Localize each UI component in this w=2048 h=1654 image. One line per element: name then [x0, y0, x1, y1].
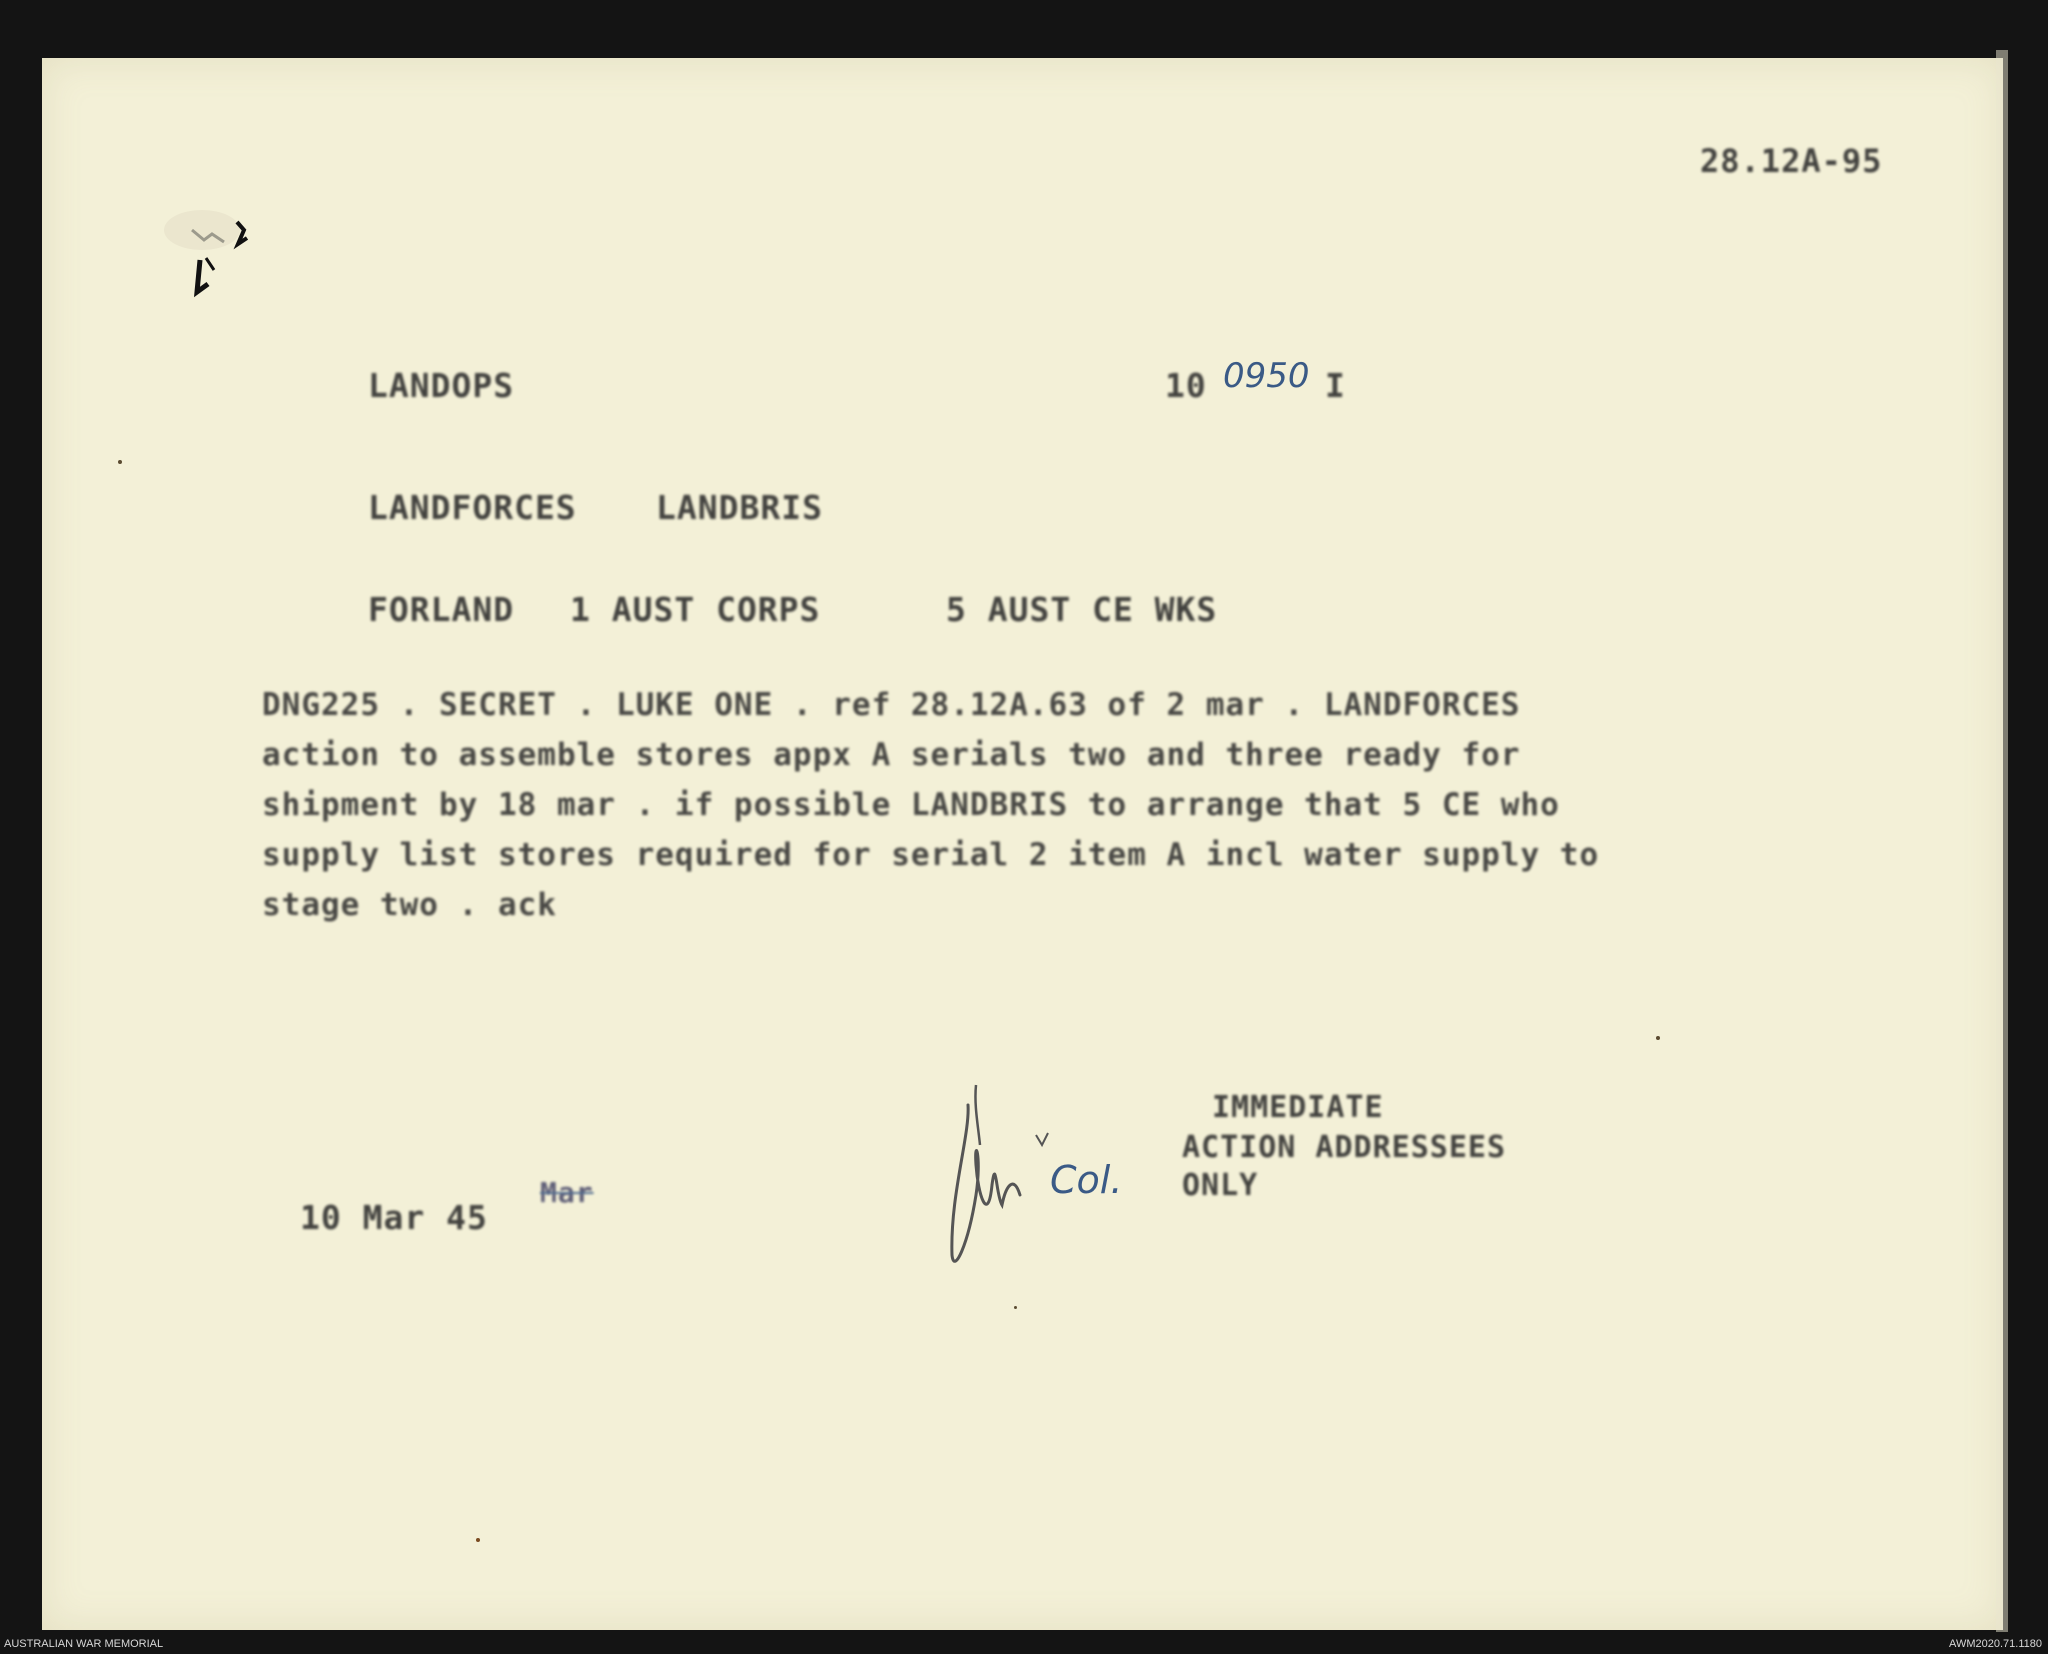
paper-speck [118, 460, 122, 464]
addressee-forland: FORLAND [368, 590, 515, 629]
action-only-label: ONLY [1182, 1168, 1259, 1203]
body-line: supply list stores required for serial 2 item A incl water supply to [262, 837, 1600, 873]
body-line: stage two . ack [262, 887, 557, 923]
archive-credit: AUSTRALIAN WAR MEMORIAL [4, 1638, 164, 1650]
precedence-immediate: IMMEDIATE [1212, 1090, 1384, 1125]
paper-speck [1014, 1306, 1017, 1309]
dtg-day: 10 [1165, 366, 1207, 405]
typed-date-block [300, 1176, 640, 1248]
archive-reference: AWM2020.71.1180 [1949, 1638, 2042, 1650]
staple-mark-icon [152, 200, 272, 310]
body-line: action to assemble stores appx A serials two and three ready for [262, 737, 1521, 773]
reference-number: 28.12A-95 [1700, 142, 1883, 180]
paper-edge [1996, 50, 2008, 1632]
struck-month: Mar [540, 1176, 594, 1209]
action-addressees-label: ACTION ADDRESSEES [1182, 1130, 1507, 1165]
typed-date: 10 Mar 45 [300, 1198, 488, 1237]
addressee-landforces: LANDFORCES [368, 488, 577, 527]
dtg-zone: I [1325, 366, 1346, 405]
addressee-landbris: LANDBRIS [656, 488, 823, 527]
body-line: DNG225 . SECRET . LUKE ONE . ref 28.12A.63 of 2 mar . LANDFORCES [262, 687, 1521, 723]
message-body [262, 680, 1842, 930]
paper-speck [1656, 1036, 1660, 1040]
addressee-1-aust-corps: 1 AUST CORPS [570, 590, 821, 629]
body-line: shipment by 18 mar . if possible LANDBRIS to arrange that 5 CE who [262, 787, 1560, 823]
signature-rank-col: Col. [1050, 1158, 1123, 1202]
dtg-time-handwritten: 0950 [1223, 356, 1310, 396]
from-station: LANDOPS [368, 366, 515, 405]
addressee-5-aust-ce-wks: 5 AUST CE WKS [946, 590, 1218, 629]
paper-speck [476, 1538, 480, 1542]
